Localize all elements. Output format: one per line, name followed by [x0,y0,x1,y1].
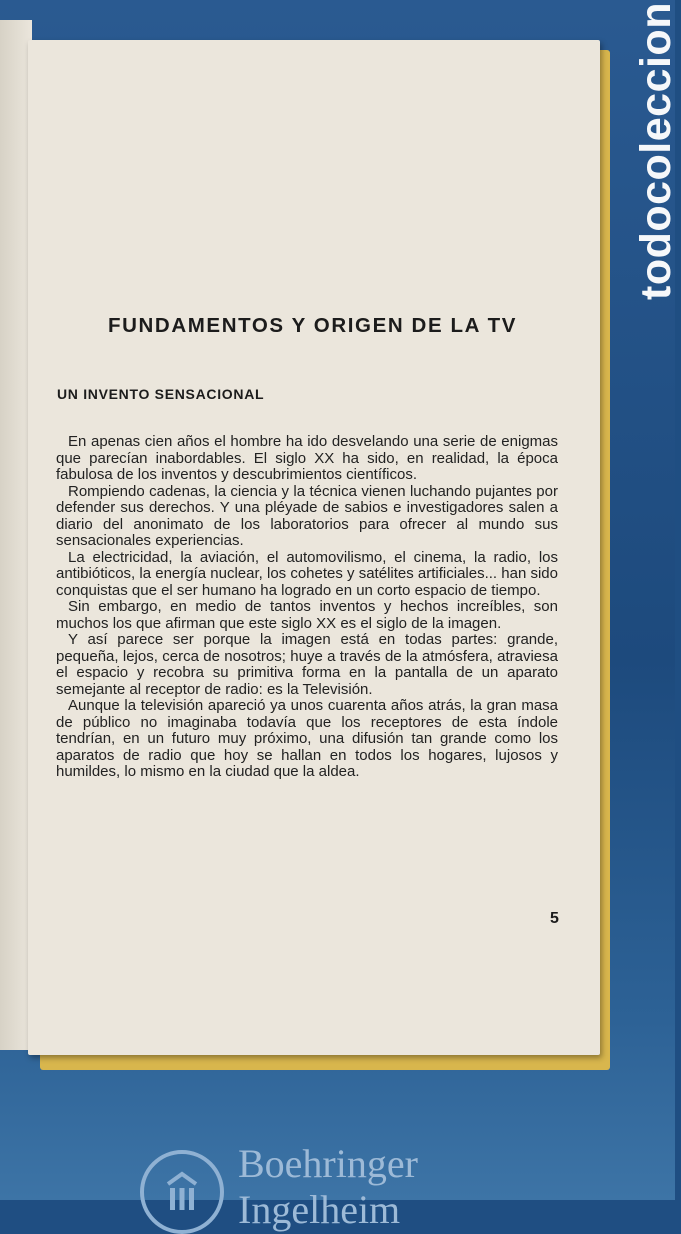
page-number: 5 [550,910,559,927]
watermark-text: todocoleccion [632,2,680,300]
paragraph: La electricidad, la aviación, el automovilismo, el cinema, la radio, los antibióticos, la energía nuclear, los cohetes y satélites artificiales... han sido conquistas que el ser humano ha logrado en un corto espacio de tiempo. [56,548,558,599]
company-name-line2: Ingelheim [238,1187,401,1232]
company-name: Boehringer [238,1141,418,1186]
building-logo-icon [140,1150,224,1234]
paragraph: Aunque la televisión apareció ya unos cuarenta años atrás, la gran masa de público no imaginaba todavía que los receptores de esta índole tendrían, en un futuro muy próximo, una difusión tan grande como los aparatos de radio que hoy se hallan en todos los hogares, lujosos y humildes, lo mismo en la ciudad que la aldea. [56,697,558,780]
paragraph: Sin embargo, en medio de tantos inventos y hechos increíbles, son muchos los que afirman que este siglo XX es el siglo de la imagen. [56,598,558,632]
section-heading: UN INVENTO SENSACIONAL [57,386,265,402]
chapter-title: FUNDAMENTOS Y ORIGEN DE LA TV [108,314,517,337]
paragraph: Y así parece ser porque la imagen está en todas partes: grande, pequeña, lejos, cerca de nosotros; huye a través de la atmósfera, atraviesa el espacio y recobra su primitiva forma en la pantalla de un aparato semejante al receptor de radio: es la Televisión. [56,631,558,698]
paragraph: Rompiendo cadenas, la ciencia y la técnica vienen luchando pujantes por defender sus derechos. Y una pléyade de sabios e investigadores salen a diario del anonimato de los laboratorios para ofrecer al mundo sus sensacionales experiencias. [56,482,558,549]
paragraph: En apenas cien años el hombre ha ido desvelando una serie de enigmas que parecían inabordables. El siglo XX ha sido, en realidad, la época fabulosa de los inventos y descubrimientos científicos. [56,433,558,483]
body-text [56,434,558,781]
